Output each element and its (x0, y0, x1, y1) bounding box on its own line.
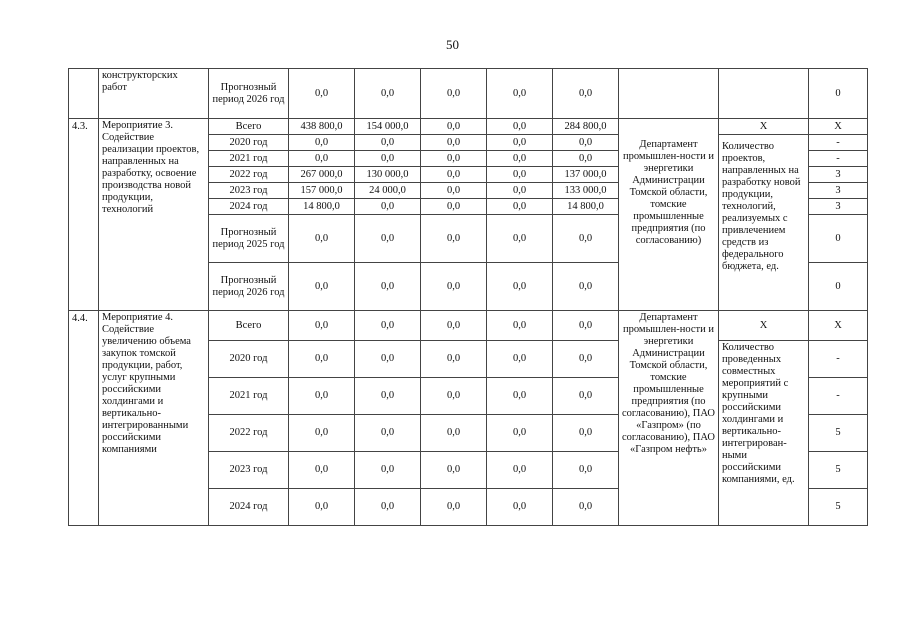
value-cell: 0,0 (487, 167, 553, 183)
value-cell: 0,0 (355, 135, 421, 151)
period-cell: 2020 год (209, 135, 289, 151)
value-cell: 0,0 (355, 415, 421, 452)
value-cell: 0,0 (487, 311, 553, 341)
period-cell: 2020 год (209, 341, 289, 378)
value-cell: 0,0 (289, 135, 355, 151)
value-cell: 0,0 (553, 341, 619, 378)
target-cell: - (809, 151, 868, 167)
value-cell: 0,0 (355, 452, 421, 489)
value-cell: 0,0 (553, 378, 619, 415)
value-cell: 0,0 (487, 215, 553, 263)
period-cell: 2024 год (209, 199, 289, 215)
value-cell: 154 000,0 (355, 119, 421, 135)
value-cell: 0,0 (487, 378, 553, 415)
table-row (69, 311, 868, 341)
value-cell: 0,0 (289, 311, 355, 341)
value-cell: 0,0 (421, 378, 487, 415)
period-cell: Всего (209, 311, 289, 341)
value-cell: 0,0 (487, 135, 553, 151)
value-cell: 130 000,0 (355, 167, 421, 183)
value-cell: 0,0 (289, 378, 355, 415)
value-cell: 0,0 (487, 489, 553, 526)
value-cell: 0,0 (355, 311, 421, 341)
value-cell: 0,0 (421, 199, 487, 215)
target-cell: Х (809, 119, 868, 135)
target-cell: 5 (809, 489, 868, 526)
period-cell: 2023 год (209, 452, 289, 489)
value-cell: 267 000,0 (289, 167, 355, 183)
value-cell: 0,0 (421, 135, 487, 151)
value-cell: 0,0 (487, 151, 553, 167)
indicator-cell: Количество проведенных совместных мероприятий с крупными российскими холдингами и вертикально-интегрирован-ными российскими компаниями, ед. (719, 341, 809, 526)
value-cell: 0,0 (289, 215, 355, 263)
table-row (69, 69, 868, 119)
value-cell: 133 000,0 (553, 183, 619, 199)
target-cell: 0 (809, 215, 868, 263)
value-cell: 0,0 (553, 452, 619, 489)
value-cell: 157 000,0 (289, 183, 355, 199)
value-cell: 0,0 (553, 151, 619, 167)
target-cell: 5 (809, 415, 868, 452)
value-cell: 0,0 (289, 69, 355, 119)
value-cell: 0,0 (355, 378, 421, 415)
target-cell: - (809, 378, 868, 415)
period-cell: 2022 год (209, 415, 289, 452)
value-cell: 0,0 (487, 199, 553, 215)
target-cell: 3 (809, 167, 868, 183)
target-cell: 0 (809, 69, 868, 119)
period-cell: Всего (209, 119, 289, 135)
indicator-cell: Количество проектов, направленных на разработку новой продукции, технологий, реализуемых с привлечением средств из федерального бюджета, ед. (719, 135, 809, 311)
value-cell: 0,0 (421, 151, 487, 167)
page-number: 50 (446, 37, 459, 52)
value-cell: 0,0 (487, 341, 553, 378)
value-cell: 0,0 (355, 151, 421, 167)
value-cell: 0,0 (553, 489, 619, 526)
department-cell: Департамент промышлен-ности и энергетики Администрации Томской области, томские промышленные предприятия (по согласованию) (619, 119, 719, 311)
value-cell: 0,0 (355, 263, 421, 311)
indicator-cell (719, 69, 809, 119)
value-cell: 0,0 (421, 69, 487, 119)
event-name-tail: конструкторских работ (99, 69, 209, 119)
target-cell: 3 (809, 183, 868, 199)
indicator-x-cell: Х (719, 311, 809, 341)
value-cell: 0,0 (487, 452, 553, 489)
target-cell: - (809, 135, 868, 151)
value-cell: 0,0 (487, 119, 553, 135)
target-cell: Х (809, 311, 868, 341)
value-cell: 0,0 (355, 199, 421, 215)
value-cell: 0,0 (355, 69, 421, 119)
value-cell: 0,0 (355, 215, 421, 263)
target-cell: 0 (809, 263, 868, 311)
event-name: Мероприятие 4. Содействие увеличению объема закупок томской продукции, работ, услуг крупными российскими холдингами и вертикально-интегрированными российскими компаниями (99, 311, 209, 526)
period-cell: Прогнозный период 2026 год (209, 69, 289, 119)
period-cell: 2023 год (209, 183, 289, 199)
value-cell: 0,0 (421, 415, 487, 452)
row-number (69, 69, 99, 119)
value-cell: 0,0 (553, 263, 619, 311)
row-number: 4.3. (69, 119, 99, 311)
indicator-x-cell: Х (719, 119, 809, 135)
period-cell: Прогнозный период 2026 год (209, 263, 289, 311)
value-cell: 0,0 (289, 415, 355, 452)
value-cell: 0,0 (355, 341, 421, 378)
value-cell: 438 800,0 (289, 119, 355, 135)
row-number: 4.4. (69, 311, 99, 526)
period-cell: 2021 год (209, 378, 289, 415)
value-cell: 0,0 (289, 151, 355, 167)
value-cell: 0,0 (553, 135, 619, 151)
period-cell: 2024 год (209, 489, 289, 526)
value-cell: 0,0 (421, 119, 487, 135)
value-cell: 0,0 (355, 489, 421, 526)
period-cell: Прогнозный период 2025 год (209, 215, 289, 263)
value-cell: 0,0 (289, 263, 355, 311)
department-cell (619, 69, 719, 119)
value-cell: 0,0 (421, 489, 487, 526)
event-name: Мероприятие 3. Содействие реализации проектов, направленных на разработку, освоение производства новой продукции, технологий (99, 119, 209, 311)
value-cell: 14 800,0 (289, 199, 355, 215)
value-cell: 0,0 (487, 183, 553, 199)
value-cell: 137 000,0 (553, 167, 619, 183)
value-cell: 0,0 (289, 489, 355, 526)
value-cell: 0,0 (553, 311, 619, 341)
period-cell: 2021 год (209, 151, 289, 167)
target-cell: 5 (809, 452, 868, 489)
value-cell: 0,0 (553, 69, 619, 119)
value-cell: 0,0 (553, 215, 619, 263)
table-row (69, 119, 868, 135)
target-cell: - (809, 341, 868, 378)
target-cell: 3 (809, 199, 868, 215)
program-table (68, 68, 868, 526)
period-cell: 2022 год (209, 167, 289, 183)
value-cell: 0,0 (421, 167, 487, 183)
value-cell: 0,0 (421, 341, 487, 378)
value-cell: 0,0 (289, 452, 355, 489)
value-cell: 0,0 (421, 183, 487, 199)
value-cell: 284 800,0 (553, 119, 619, 135)
value-cell: 0,0 (421, 263, 487, 311)
value-cell: 0,0 (487, 415, 553, 452)
value-cell: 0,0 (487, 263, 553, 311)
department-cell: Департамент промышлен-ности и энергетики Администрации Томской области, томские промышленные предприятия (по согласованию), ПАО «Газпром» (по согласованию), ПАО «Газпром нефть» (619, 311, 719, 526)
value-cell: 14 800,0 (553, 199, 619, 215)
value-cell: 0,0 (421, 452, 487, 489)
value-cell: 0,0 (289, 341, 355, 378)
value-cell: 24 000,0 (355, 183, 421, 199)
value-cell: 0,0 (421, 215, 487, 263)
value-cell: 0,0 (421, 311, 487, 341)
value-cell: 0,0 (487, 69, 553, 119)
value-cell: 0,0 (553, 415, 619, 452)
